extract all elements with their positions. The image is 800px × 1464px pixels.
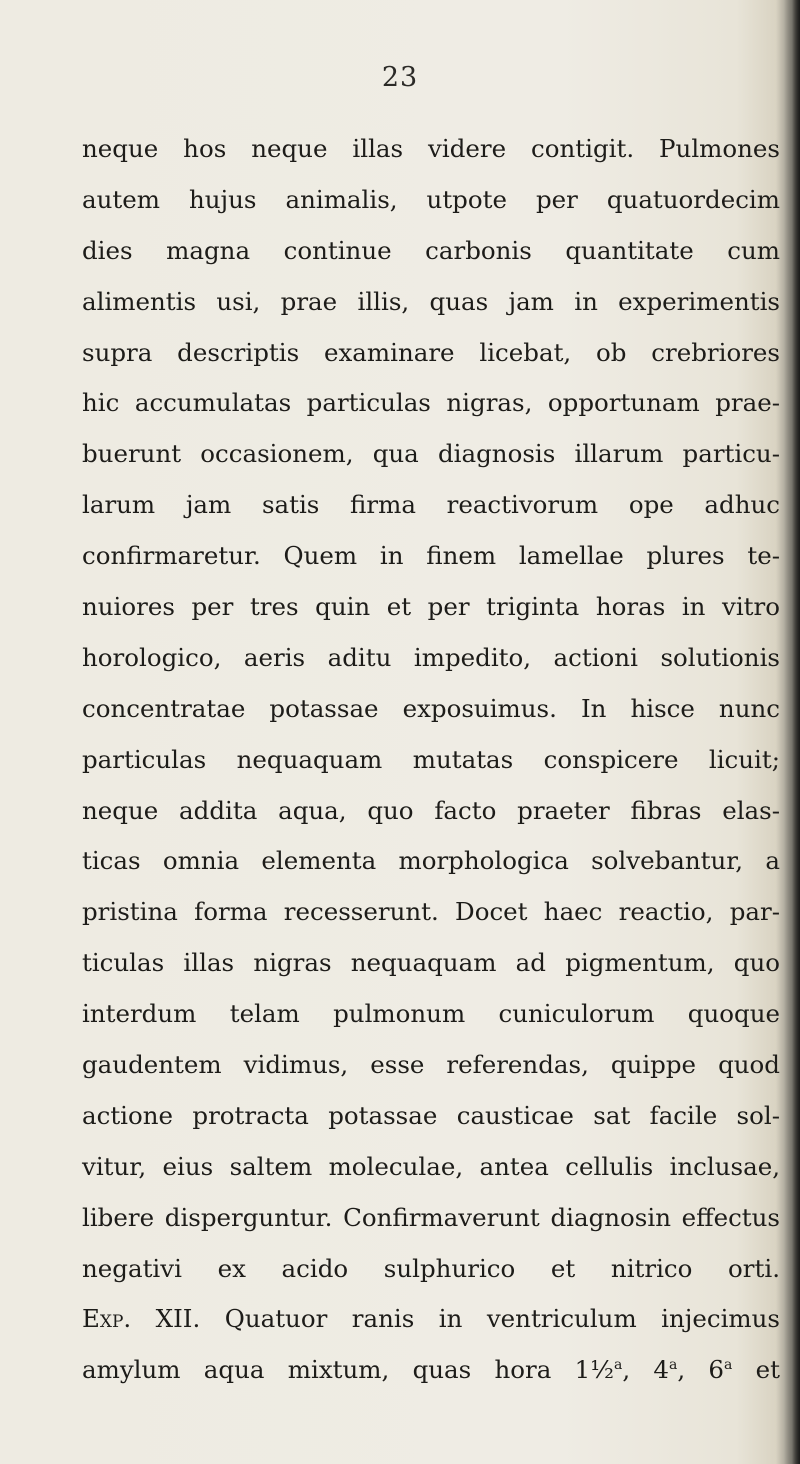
text-line: dies magna continue carbonis quantitate cum xyxy=(82,235,780,265)
text-line: hic accumulatas particulas nigras, opportunam prae- xyxy=(82,388,780,418)
text-line: autem hujus animalis, utpote per quatuordecim xyxy=(82,184,780,214)
final-text-mid: , 4 xyxy=(622,1355,669,1385)
text-line: interdum telam pulmonum cuniculorum quoque xyxy=(82,999,780,1029)
text-line: larum jam satis firma reactivorum ope adhuc xyxy=(82,490,780,520)
final-text-start: amylum aqua mixtum, quas hora 1½ xyxy=(82,1355,614,1385)
text-line: concentratae potassae exposuimus. In hisce nunc xyxy=(82,693,780,723)
text-line: alimentis usi, prae illis, quas jam in experimentis xyxy=(82,286,780,316)
text-line: pristina forma recesserunt. Docet haec reactio, par- xyxy=(82,897,780,927)
experiment-text: XII. Quatuor ranis in ventriculum injecimus xyxy=(131,1304,780,1334)
page-edge-shadow xyxy=(784,0,800,1464)
text-line: buerunt occasionem, qua diagnosis illarum particu- xyxy=(82,439,780,469)
ordinal-superscript: a xyxy=(724,1357,733,1374)
text-line: gaudentem vidimus, esse referendas, quippe quod xyxy=(82,1050,780,1080)
final-text-mid: , 6 xyxy=(677,1355,724,1385)
body-text xyxy=(82,124,780,1396)
text-line: neque hos neque illas videre contigit. Pulmones xyxy=(82,134,780,163)
text-line: particulas nequaquam mutatas conspicere licuit; xyxy=(82,744,780,774)
ordinal-superscript: a xyxy=(668,1357,678,1374)
text-line: nuiores per tres quin et per triginta horas in vitro xyxy=(82,592,780,622)
final-text-end: et xyxy=(732,1355,780,1385)
text-line: confirmaretur. Quem in finem lamellae plures te- xyxy=(82,541,780,571)
text-line: negativi ex acido sulphurico et nitrico orti. xyxy=(82,1253,780,1283)
experiment-label: Exp. xyxy=(82,1304,132,1334)
page-number: 23 xyxy=(381,62,419,93)
experiment-line xyxy=(82,1294,780,1345)
text-line: libere disperguntur. Confirmaverunt diagnosin effectus xyxy=(82,1202,780,1232)
text-line: ticas omnia elementa morphologica solvebantur, a xyxy=(82,846,780,876)
text-line: actione protracta potassae causticae sat facile sol- xyxy=(82,1100,780,1130)
final-line xyxy=(82,1345,780,1396)
text-line: supra descriptis examinare licebat, ob crebriores xyxy=(82,337,780,367)
text-line: ticulas illas nigras nequaquam ad pigmentum, quo xyxy=(82,948,780,978)
ordinal-superscript: a xyxy=(613,1357,623,1374)
text-line: horologico, aeris aditu impedito, actioni solutionis xyxy=(82,642,780,672)
text-line: neque addita aqua, quo facto praeter fibras elas- xyxy=(82,795,780,825)
text-line: vitur, eius saltem moleculae, antea cellulis inclusae, xyxy=(82,1151,780,1181)
